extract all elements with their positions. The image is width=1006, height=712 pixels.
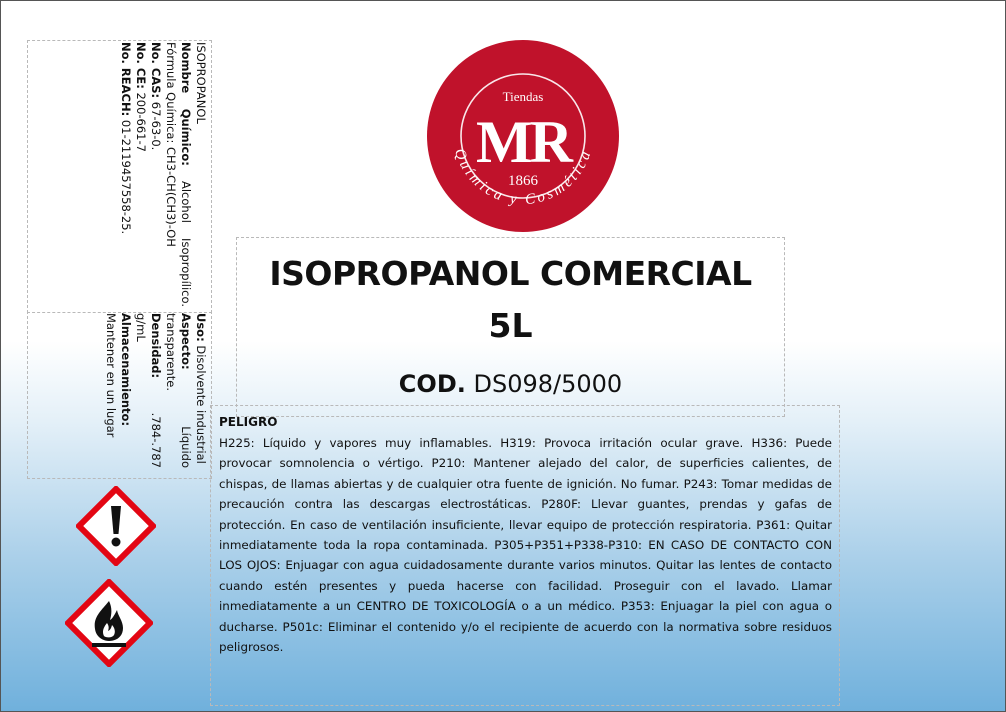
code-label: COD.	[398, 370, 466, 398]
logo-monogram: MR	[476, 109, 570, 175]
chemical-name: Nombre Químico: Alcohol Isopropílico.	[179, 42, 193, 307]
flame-icon	[65, 579, 153, 671]
logo-arc-text: Química y Cosmética	[450, 146, 596, 209]
usage-line: Uso: Disolvente industrial	[194, 313, 208, 464]
usage-content	[103, 313, 208, 468]
code-value: DS098/5000	[473, 370, 623, 398]
ce-number: No. CE: 200-661-7	[134, 42, 148, 152]
logo-seal	[425, 38, 621, 234]
aspect-line: Aspecto: Líquido transparente.	[164, 313, 193, 468]
identification-content	[118, 42, 208, 307]
hazard-statements: H225: Líquido y vapores muy inflamables. H319: Provoca irritación ocular grave. H336: Puede provocar somnolencia o vértigo. P210: Mantener alejado del calor, de superficies calientes, de chispas, de llamas abiertas y de cualquier otra fuente de ignición. No fumar. P243: Tomar medidas de precaución contra las descargas electrostáticas. P280F: Llevar guantes, prendas y gafas de protección. En caso de ventilación insuficiente, llevar equipo de protección respiratoria. P361: Quitar inmediatamente toda la ropa contaminada. P305+P351+P338-P310: EN CASO DE CONTACTO CON LOS OJOS: Enjuagar con agua cuidadosamente durante varios minutos. Quitar las lentes de contacto cuando estén presentes y pueda hacerse con facilidad. Proseguir con el lavado. Llamar inmediatamente a un CENTRO DE TOXICOLOGÍA o a un médico. P353: Enjuagar la piel con agua o ducharse. P501c: Eliminar el contenido y/o el recipiente de acuerdo con la normativa sobre residuos peligrosos.	[219, 436, 832, 655]
product-code	[237, 370, 784, 398]
logo-top-text: Tiendas	[502, 89, 544, 104]
storage-line: Almacenamiento: Mantener en un lugar	[104, 313, 133, 438]
product-name: ISOPROPANOL COMERCIAL	[269, 254, 752, 293]
cas-number: No. CAS: 67-63-0.	[149, 42, 163, 151]
exclamation-mark-icon	[76, 486, 156, 570]
logo-year: 1866	[508, 173, 538, 189]
substance-name: ISOPROPANOL	[194, 42, 208, 124]
product-volume: 5L	[488, 306, 533, 345]
brand-logo	[425, 38, 621, 234]
chemical-formula: Fórmula Química: CH3-CH(CH3)-OH	[164, 42, 178, 247]
title-block	[236, 237, 785, 417]
signal-word: PELIGRO	[219, 415, 278, 429]
reach-number: No. REACH: 01-2119457558-25.	[119, 42, 133, 235]
density-line: Densidad: .784-.787 g/mL	[134, 313, 163, 468]
hazard-block	[210, 405, 840, 706]
